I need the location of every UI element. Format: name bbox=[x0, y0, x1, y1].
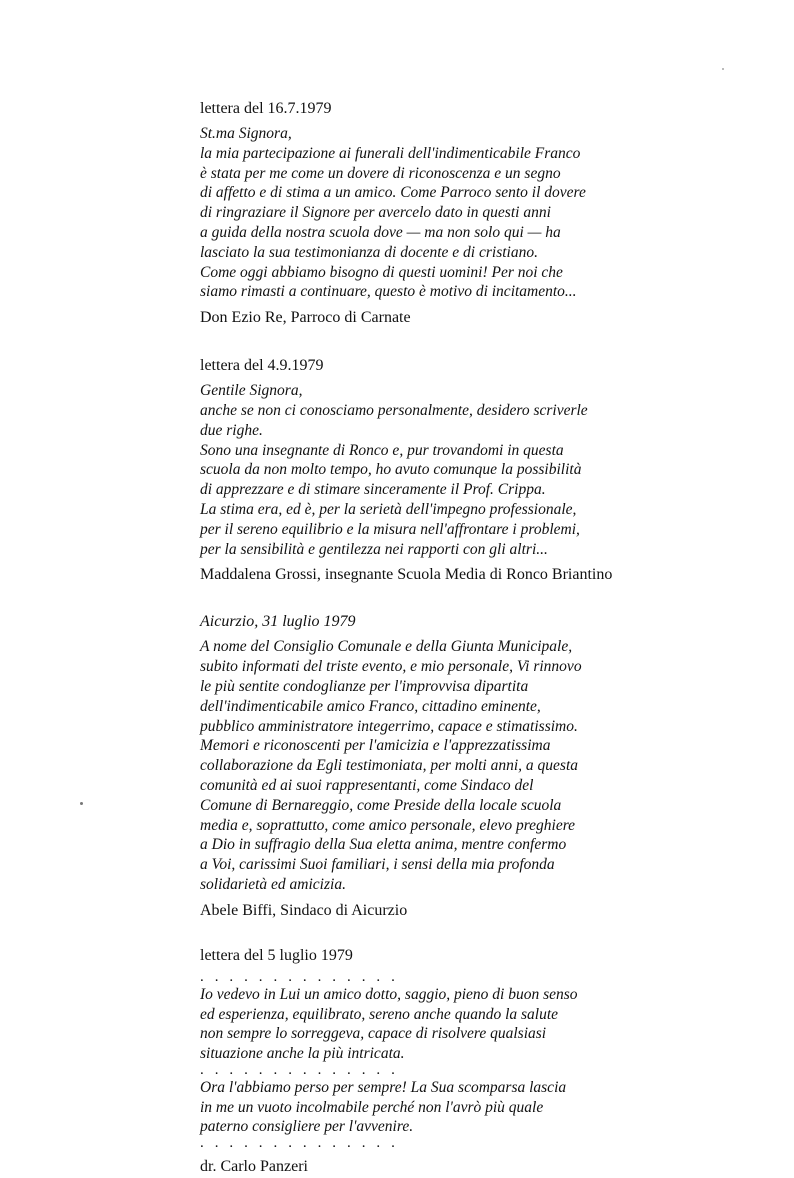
letter-line: è stata per me come un dovere di riconoscenza e un segno bbox=[200, 164, 561, 182]
letter-line: di ringraziare il Signore per avercelo dato in questi anni bbox=[200, 204, 551, 222]
letter-line: siamo rimasti a continuare, questo è motivo di incitamento... bbox=[200, 283, 577, 301]
letters-page bbox=[200, 98, 780, 1178]
letter-line: Sono una insegnante di Ronco e, pur trovandomi in questa bbox=[200, 441, 564, 459]
letter-line: scuola da non molto tempo, ho avuto comunque la possibilità bbox=[200, 461, 582, 479]
letter-line: media e, soprattutto, come amico personale, elevo preghiere bbox=[200, 816, 576, 834]
stray-ink-mark bbox=[80, 802, 83, 805]
letter-signature: Abele Biffi, Sindaco di Aicurzio bbox=[200, 901, 408, 919]
letter-3 bbox=[200, 611, 780, 921]
letter-line: A nome del Consiglio Comunale e della Giunta Municipale, bbox=[200, 638, 573, 656]
ellipsis-row: . . . . . . . . . . . . . . bbox=[200, 1137, 399, 1152]
letter-line: Io vedevo in Lui un amico dotto, saggio, pieno di buon senso bbox=[200, 985, 578, 1003]
letter-line: non sempre lo sorreggeva, capace di risolvere qualsiasi bbox=[200, 1025, 547, 1043]
paper-speck bbox=[722, 68, 724, 70]
letter-line: lasciato la sua testimonianza di docente e di cristiano. bbox=[200, 243, 538, 261]
letter-4 bbox=[200, 945, 780, 1178]
letter-line: dell'indimenticabile amico Franco, cittadino eminente, bbox=[200, 697, 541, 715]
letter-heading: lettera del 4.9.1979 bbox=[200, 357, 324, 375]
letter-line: solidarietà ed amicizia. bbox=[200, 875, 346, 893]
letter-line: Memori e riconoscenti per l'amicizia e l'apprezzatissima bbox=[200, 737, 551, 755]
letter-line: ed esperienza, equilibrato, sereno anche quando la salute bbox=[200, 1005, 559, 1023]
letter-line: la mia partecipazione ai funerali dell'indimenticabile Franco bbox=[200, 144, 581, 162]
letter-heading: lettera del 5 luglio 1979 bbox=[200, 946, 353, 964]
letter-line: a guida della nostra scuola dove — ma non solo qui — ha bbox=[200, 223, 561, 241]
letter-line: paterno consigliere per l'avvenire. bbox=[200, 1118, 414, 1136]
letter-line: anche se non ci conosciamo personalmente, desidero scriverle bbox=[200, 401, 588, 419]
letter-line: situazione anche la più intricata. bbox=[200, 1045, 405, 1063]
letter-line: due righe. bbox=[200, 421, 263, 439]
letter-heading: Aicurzio, 31 luglio 1979 bbox=[200, 613, 356, 631]
letter-line: di affetto e di stima a un amico. Come Parroco sento il dovere bbox=[200, 184, 586, 202]
section-spacer bbox=[200, 586, 780, 611]
letter-1 bbox=[200, 98, 780, 329]
letter-line: per il sereno equilibrio e la misura nell'affrontare i problemi, bbox=[200, 520, 580, 538]
letter-line: La stima era, ed è, per la serietà dell'impegno professionale, bbox=[200, 500, 577, 518]
letter-line: a Dio in suffragio della Sua eletta anima, mentre confermo bbox=[200, 836, 567, 854]
letter-line: subito informati del triste evento, e mio personale, Vi rinnovo bbox=[200, 658, 582, 676]
letter-line: di apprezzare e di stimare sinceramente il Prof. Crippa. bbox=[200, 481, 546, 499]
letter-heading: lettera del 16.7.1979 bbox=[200, 100, 332, 117]
letter-line: Gentile Signora, bbox=[200, 382, 303, 400]
section-spacer bbox=[200, 922, 780, 945]
letter-line: le più sentite condoglianze per l'improvvisa dipartita bbox=[200, 677, 529, 695]
letter-signature: Don Ezio Re, Parroco di Carnate bbox=[200, 309, 411, 327]
letter-line: Comune di Bernareggio, come Preside della locale scuola bbox=[200, 796, 562, 814]
section-spacer bbox=[200, 329, 780, 355]
letter-line: Come oggi abbiamo bisogno di questi uomini! Per noi che bbox=[200, 263, 563, 281]
letter-line: comunità ed ai suoi rappresentanti, come Sindaco del bbox=[200, 776, 534, 794]
letter-signature: Maddalena Grossi, insegnante Scuola Media di Ronco Briantino bbox=[200, 566, 613, 584]
ellipsis-row: . . . . . . . . . . . . . . bbox=[200, 1063, 399, 1078]
letter-line: collaborazione da Egli testimoniata, per molti anni, a questa bbox=[200, 757, 579, 775]
ellipsis-row: . . . . . . . . . . . . . . bbox=[200, 970, 399, 985]
letter-line: per la sensibilità e gentilezza nei rapporti con gli altri... bbox=[200, 540, 548, 558]
letter-line: a Voi, carissimi Suoi familiari, i sensi della mia profonda bbox=[200, 856, 555, 874]
letter-line: St.ma Signora, bbox=[200, 125, 292, 142]
letter-line: in me un vuoto incolmabile perché non l'avrò più quale bbox=[200, 1098, 544, 1116]
letter-line: Ora l'abbiamo perso per sempre! La Sua scomparsa lascia bbox=[200, 1078, 567, 1096]
letter-2 bbox=[200, 355, 780, 586]
letter-line: pubblico amministratore integerrimo, capace e stimatissimo. bbox=[200, 717, 578, 735]
letter-signature: dr. Carlo Panzeri bbox=[200, 1158, 308, 1176]
